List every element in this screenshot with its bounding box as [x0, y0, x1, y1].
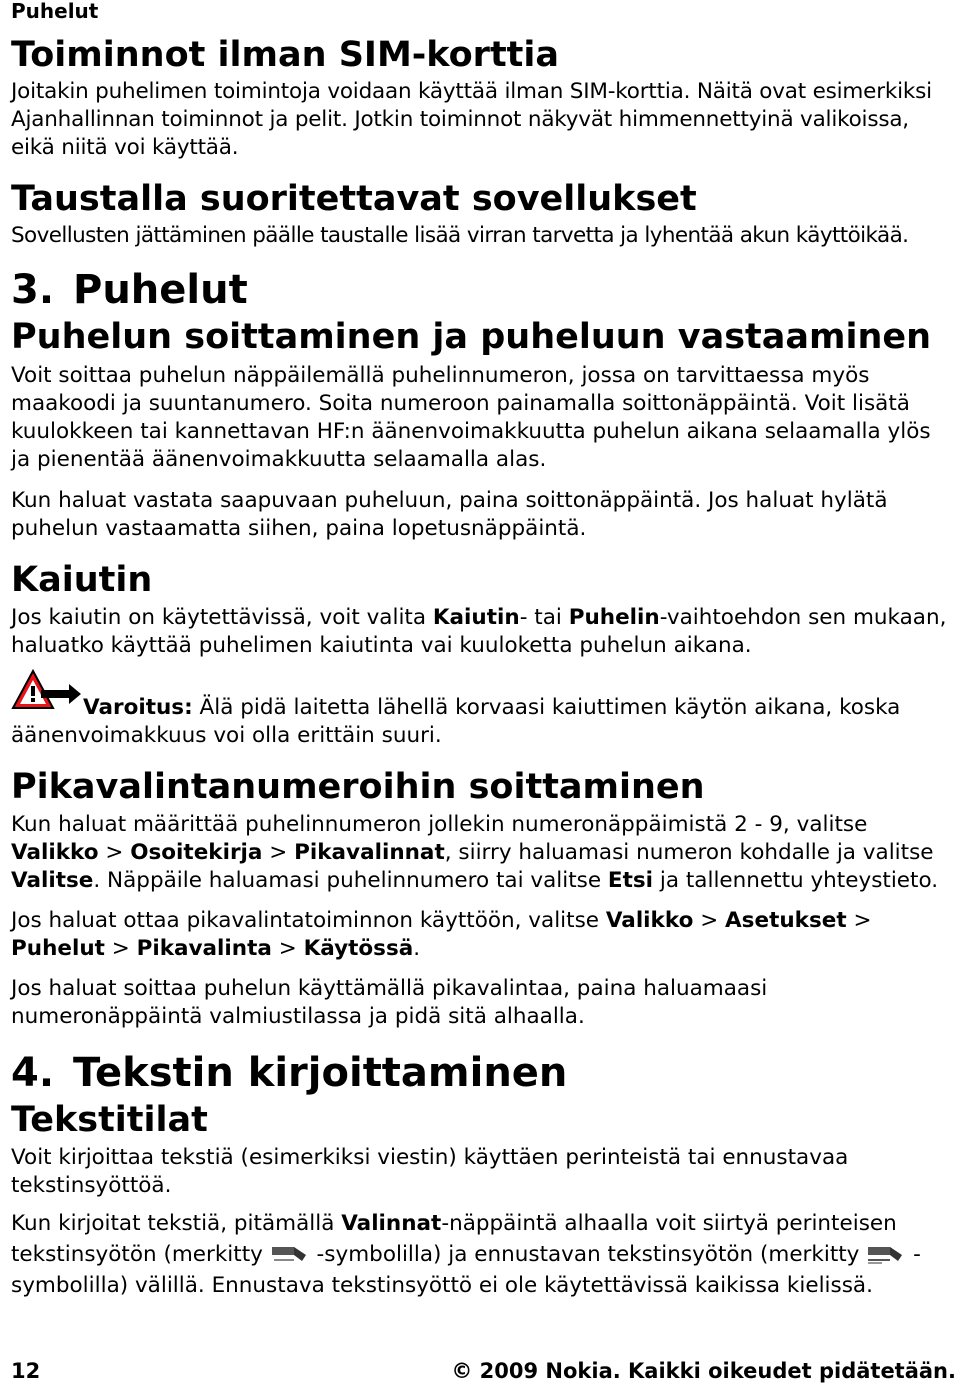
- page-number: 12: [11, 1359, 41, 1383]
- menu-path-speed-dials: Pikavalinnat: [294, 840, 445, 865]
- text-run: -symbolilla) välillä. Ennustava tekstinsyöttö ei ole käytettävissä kaikissa kielissä.: [11, 1242, 921, 1298]
- menu-path-contacts: Osoitekirja: [130, 840, 263, 865]
- text-run: .: [413, 936, 421, 961]
- paragraph-sim: Joitakin puhelimen toimintoja voidaan käyttää ilman SIM-korttia. Näitä ovat esimerkiksi Ajanhallinnan toiminnot ja pelit. Jotkin toiminnot näkyvät himmennettyinä valikoissa, eikä niitä voi käyttää.: [11, 79, 932, 160]
- text-run: - tai: [519, 605, 569, 630]
- menu-path-speed-dial: Pikavalinta: [136, 936, 272, 961]
- section-title-calls: Puhelun soittaminen ja puheluun vastaaminen: [11, 317, 932, 357]
- text-run: Jos kaiutin on käytettävissä, voit valita: [11, 605, 433, 630]
- text-run: Jos haluat ottaa pikavalintatoiminnon käyttöön, valitse: [11, 908, 606, 933]
- paragraph-text-switch: [11, 1208, 956, 1301]
- section-title-text-modes: Tekstitilat: [11, 1100, 208, 1140]
- option-speaker: Kaiutin: [432, 605, 520, 630]
- text-run: >: [846, 908, 872, 933]
- option-search: Etsi: [607, 868, 654, 893]
- text-run: Kun kirjoitat tekstiä, pitämällä: [11, 1211, 342, 1236]
- text-run: >: [98, 840, 131, 865]
- page-footer: [11, 1358, 956, 1384]
- paragraph-speed-dial-assign: [11, 811, 956, 895]
- section-title-sim: Toiminnot ilman SIM-korttia: [11, 35, 560, 75]
- section-title-speaker: Kaiutin: [11, 560, 153, 600]
- text-run: . Näppäile haluamasi puhelinnumero tai valitse: [93, 868, 608, 893]
- warning-triangle-icon: [11, 668, 83, 712]
- warning-label: Varoitus:: [83, 695, 193, 720]
- menu-path-menu: Valikko: [11, 840, 99, 865]
- traditional-text-input-icon: [270, 1243, 310, 1265]
- text-run: ja tallennettu yhteystieto.: [653, 868, 939, 893]
- key-options: Valinnat: [341, 1211, 442, 1236]
- chapter-title: Tekstin kirjoittaminen: [73, 1050, 568, 1096]
- paragraph-making-calls: Voit soittaa puhelun näppäilemällä puhelinnumeron, jossa on tarvittaessa myös maakoodi ja suuntanumero. Soita numeroon painamalla soittonäppäintä. Voit lisätä kuulokkeen tai kannettavan HF:n äänenvoimakkuutta puhelun aikana selaamalla ylös ja pienentää äänenvoimakkuutta selaamalla alas.: [11, 363, 931, 472]
- copyright-notice: © 2009 Nokia. Kaikki oikeudet pidätetään.: [451, 1359, 956, 1383]
- paragraph-background-apps: Sovellusten jättäminen päälle taustalle lisää virran tarvetta ja lyhentää akun käyttöikää.: [11, 223, 909, 248]
- chapter-number: 4.: [11, 1050, 55, 1096]
- section-title-background-apps: Taustalla suoritettavat sovellukset: [11, 179, 697, 219]
- text-run: >: [693, 908, 726, 933]
- warning-note: [11, 694, 956, 750]
- menu-path-settings: Asetukset: [725, 908, 847, 933]
- document-page: [11, 0, 956, 1301]
- text-run: , siirry haluamasi numeron kohdalle ja valitse: [444, 840, 934, 865]
- paragraph-text-modes: Voit kirjoittaa tekstiä (esimerkiksi viestin) käyttäen perinteistä tai ennustavaa tekstinsyöttöä.: [11, 1145, 849, 1198]
- text-run: >: [262, 840, 295, 865]
- text-run: -vaihtoehdon sen mukaan, haluatko käyttää puhelimen kaiutinta vai kuuloketta puhelun aikana.: [11, 605, 947, 658]
- warning-text: Älä pidä laitetta lähellä korvaasi kaiuttimen käytön aikana, koska äänenvoimakkuus voi olla erittäin suuri.: [11, 695, 901, 748]
- running-head: Puhelut: [11, 0, 99, 23]
- option-phone: Puhelin: [568, 605, 660, 630]
- chapter-number: 3.: [11, 267, 55, 313]
- text-run: Kun haluat määrittää puhelinnumeron jollekin numeronäppäimistä 2 - 9, valitse: [11, 812, 868, 837]
- paragraph-speaker: [11, 604, 956, 660]
- chapter-heading-4: [11, 1051, 956, 1095]
- paragraph-speed-dial-enable: [11, 907, 956, 963]
- text-run: -symbolilla) ja ennustavan tekstinsyötön (merkitty: [309, 1242, 867, 1267]
- paragraph-answering-calls: Kun haluat vastata saapuvaan puheluun, paina soittonäppäintä. Jos haluat hylätä puhelun vastaamatta siihen, paina lopetusnäppäintä.: [11, 488, 888, 541]
- predictive-text-input-icon: [866, 1243, 906, 1265]
- paragraph-speed-dial-use: Jos haluat soittaa puhelun käyttämällä pikavalintaa, paina haluamaasi numeronäppäintä valmiustilassa ja pidä sitä alhaalla.: [11, 976, 768, 1029]
- chapter-heading-3: [11, 268, 956, 312]
- chapter-title: Puhelut: [73, 267, 248, 313]
- menu-path-menu: Valikko: [605, 908, 694, 933]
- section-title-speed-dial: Pikavalintanumeroihin soittaminen: [11, 767, 705, 807]
- text-run: >: [271, 936, 304, 961]
- text-run: >: [104, 936, 137, 961]
- menu-path-on: Käytössä: [303, 936, 414, 961]
- text-run: -näppäintä alhaalla voit siirtyä perinteisen tekstinsyötön (merkitty: [11, 1211, 897, 1267]
- option-select: Valitse: [11, 868, 94, 893]
- menu-path-calls: Puhelut: [11, 936, 105, 961]
- warning-paragraph: [11, 694, 956, 750]
